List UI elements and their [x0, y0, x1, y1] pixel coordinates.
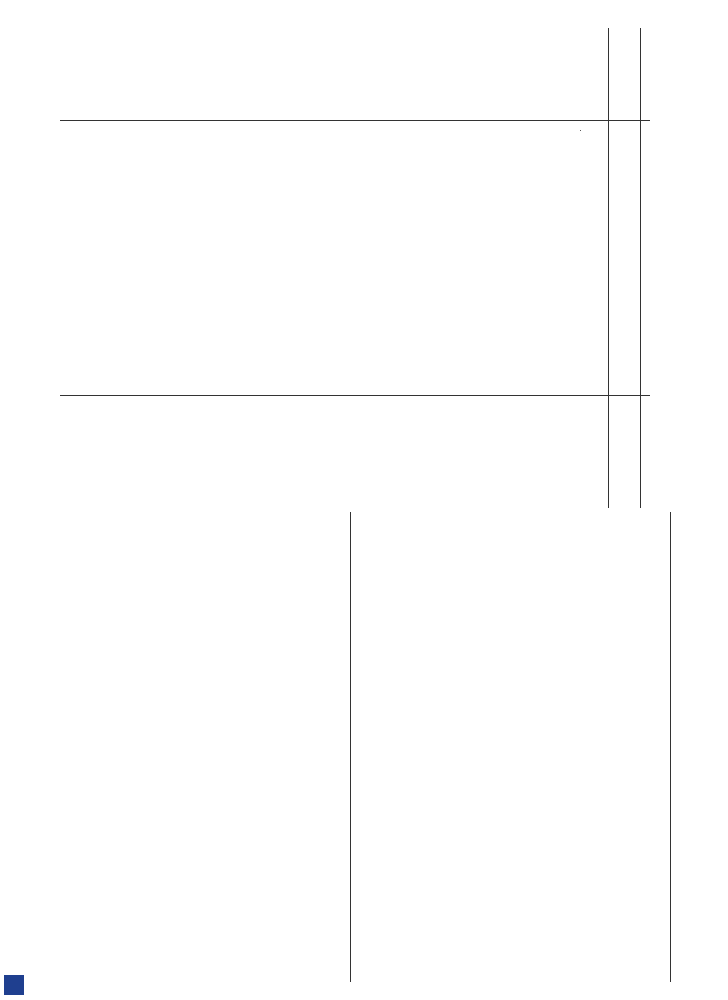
- row-divider: [350, 512, 351, 982]
- row-divider: [60, 120, 650, 121]
- text-line: [580, 130, 581, 131]
- column-divider: [608, 28, 609, 508]
- row-divider: [60, 395, 650, 396]
- dfg-logo: [4, 975, 24, 995]
- right-page: [0, 512, 728, 1000]
- column-divider: [640, 28, 641, 508]
- column-divider: [670, 512, 671, 982]
